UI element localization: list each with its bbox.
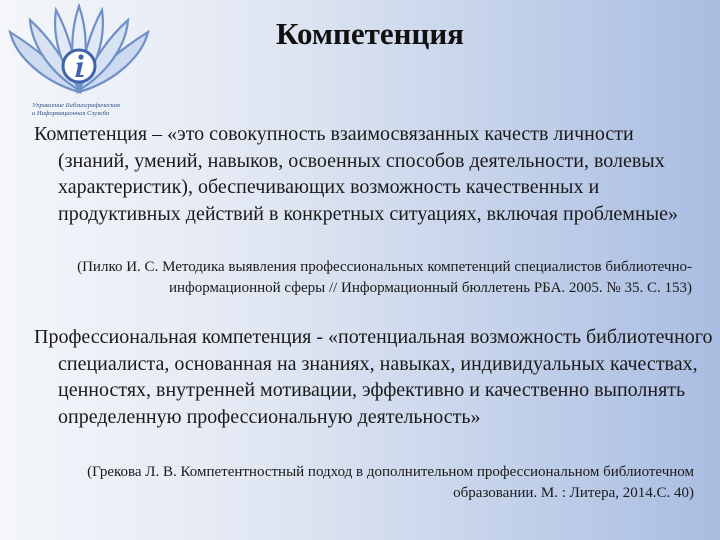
definition-paragraph-2: Профессиональная компетенция - «потенциальная возможность библиотечного специалиста, основанная на знаниях, навыках, индивидуальных качествах, ценностях, внутренней мотивации, эффективно и качественно выполнять определенную профессиональную деятельность» [34, 326, 713, 428]
logo [4, 2, 154, 122]
logo-caption-line2: и Информационная Служба [32, 110, 110, 117]
lotus-info-icon [4, 2, 154, 107]
citation-1: (Пилко И. С. Методика выявления профессиональных компетенций специалистов библиотечно-информационной сферы // Информационный бюллетень РБА. 2005. № 35. С. 153) [77, 259, 692, 296]
page-title: Компетенция [276, 16, 464, 51]
citation-2: (Грекова Л. В. Компетентностный подход в дополнительном профессиональном библиотечном образовании. М. : Литера, 2014.С. 40) [87, 464, 694, 501]
logo-caption-line1: Управление Библиографическая [32, 102, 120, 109]
definition-paragraph-1: Компетенция – «это совокупность взаимосвязанных качеств личности (знаний, умений, навыков, освоенных способов деятельности, волевых характеристик), обеспечивающих возможность качественных и продуктивных действий в конкретных ситуациях, включая проблемные» [34, 123, 678, 225]
logo-caption [32, 102, 152, 118]
